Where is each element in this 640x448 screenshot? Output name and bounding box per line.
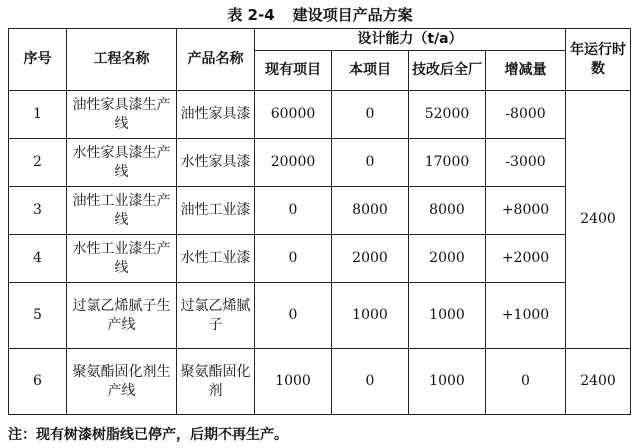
cell-project: 油性工业漆生产线	[67, 187, 177, 235]
cell-seq: 3	[9, 187, 67, 235]
table-row	[9, 235, 631, 283]
cell-product: 油性家具漆	[177, 91, 255, 139]
table-note: 注：现有树漆树脂线已停产，后期不再生产。	[8, 427, 288, 443]
cell-change: -8000	[486, 91, 566, 139]
cell-change: +2000	[486, 235, 566, 283]
cell-existing: 0	[255, 187, 332, 235]
cell-after: 1000	[409, 283, 486, 349]
cell-project: 聚氨酯固化剂生产线	[67, 349, 177, 415]
header-seq: 序号	[9, 29, 67, 91]
product-plan-table	[8, 28, 631, 415]
cell-project: 过氯乙烯腻子生产线	[67, 283, 177, 349]
header-this-project: 本项目	[332, 51, 409, 91]
cell-project: 油性家具漆生产线	[67, 91, 177, 139]
cell-this-project: 0	[332, 349, 409, 415]
cell-hours-group: 2400	[566, 91, 631, 349]
cell-existing: 0	[255, 283, 332, 349]
cell-product: 水性家具漆	[177, 139, 255, 187]
cell-seq: 2	[9, 139, 67, 187]
header-product: 产品名称	[177, 29, 255, 91]
cell-this-project: 8000	[332, 187, 409, 235]
cell-existing: 1000	[255, 349, 332, 415]
header-capacity: 设计能力（t/a）	[255, 29, 566, 51]
header-row-top	[9, 29, 631, 51]
cell-change: +1000	[486, 283, 566, 349]
cell-after: 8000	[409, 187, 486, 235]
cell-project: 水性工业漆生产线	[67, 235, 177, 283]
cell-project: 水性家具漆生产线	[67, 139, 177, 187]
cell-product: 过氯乙烯腻子	[177, 283, 255, 349]
cell-product: 聚氨酯固化剂	[177, 349, 255, 415]
cell-after: 52000	[409, 91, 486, 139]
table-row	[9, 187, 631, 235]
cell-seq: 5	[9, 283, 67, 349]
cell-product: 油性工业漆	[177, 187, 255, 235]
table-row	[9, 139, 631, 187]
header-days: 年运行时数	[566, 29, 631, 91]
table-row	[9, 349, 631, 415]
cell-this-project: 0	[332, 91, 409, 139]
cell-after: 2000	[409, 235, 486, 283]
header-after: 技改后全厂	[409, 51, 486, 91]
cell-hours-row6: 2400	[566, 349, 631, 415]
cell-this-project: 0	[332, 139, 409, 187]
table-row	[9, 91, 631, 139]
cell-change: -3000	[486, 139, 566, 187]
cell-existing: 60000	[255, 91, 332, 139]
header-existing: 现有项目	[255, 51, 332, 91]
table-row	[9, 283, 631, 349]
header-project: 工程名称	[67, 29, 177, 91]
cell-seq: 6	[9, 349, 67, 415]
cell-existing: 0	[255, 235, 332, 283]
cell-seq: 1	[9, 91, 67, 139]
cell-existing: 20000	[255, 139, 332, 187]
cell-this-project: 2000	[332, 235, 409, 283]
cell-this-project: 1000	[332, 283, 409, 349]
table-title	[0, 4, 640, 25]
table-number: 表 2-4	[227, 6, 275, 24]
cell-product: 水性工业漆	[177, 235, 255, 283]
cell-change: +8000	[486, 187, 566, 235]
cell-after: 17000	[409, 139, 486, 187]
table-caption: 建设项目产品方案	[292, 6, 413, 24]
cell-after: 1000	[409, 349, 486, 415]
cell-seq: 4	[9, 235, 67, 283]
header-change: 增减量	[486, 51, 566, 91]
cell-change: 0	[486, 349, 566, 415]
